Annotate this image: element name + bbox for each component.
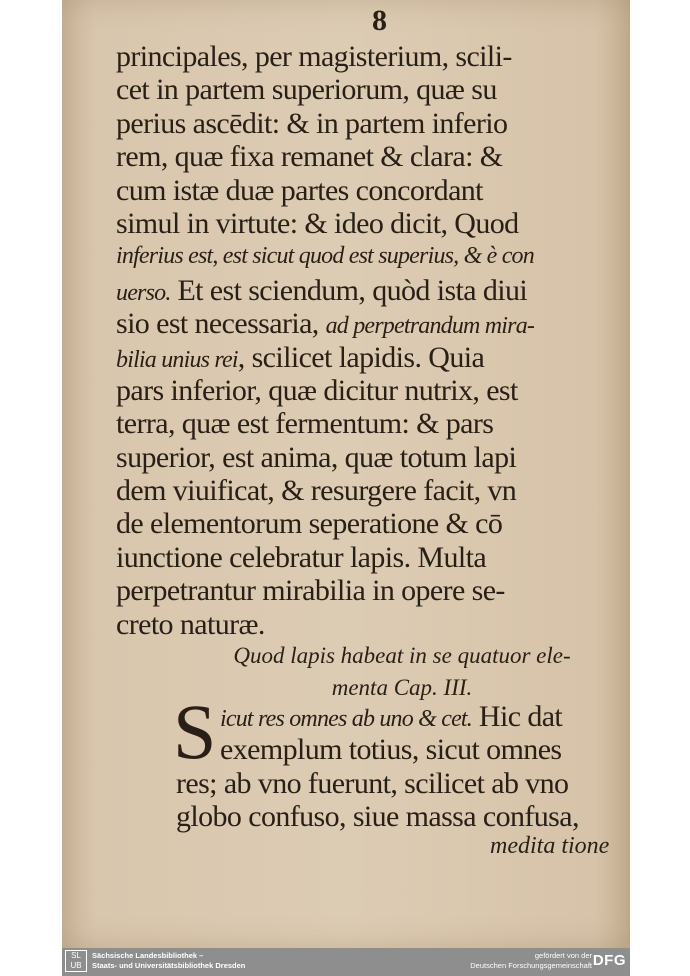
text-line: cet in partem superiorum, quæ su [116,73,497,107]
italic-span: icut res omnes ab uno & cet. [220,706,472,732]
text-line [176,700,616,733]
text-line [116,274,608,307]
text-line [116,307,608,340]
chapter-text [176,700,616,834]
text-line: cum istæ duæ partes concordant [116,173,483,207]
text-line [116,341,608,374]
slub-logo-icon: SL UB [65,950,87,972]
text-line: res; ab vno fuerunt, scilicet ab vno [176,766,569,800]
page-number: 8 [372,4,387,37]
drop-cap: S [173,688,217,775]
roman-span: Et est sciendum, quòd ista diui [170,273,528,307]
body-text [116,40,608,641]
library-line-1: Sächsische Landesbibliothek – [92,951,204,960]
roman-span: sio est necessaria, [116,307,326,341]
library-credit [92,951,245,971]
text-line: globo confuso, siue massa confusa, [176,800,579,834]
heading-line: Quod lapis habeat in se quatuor ele- [233,643,571,668]
text-line: principales, per magisterium, scili- [116,40,512,73]
funding-credit [470,951,592,971]
text-line: rem, quæ fixa remanet & clara: & [116,140,503,174]
italic-span: uerso. [116,279,171,306]
italic-span: bilia unius rei [116,346,238,373]
text-line: perius ascēdit: & in partem inferio [116,106,508,140]
funding-line-1: gefördert von der [534,951,592,960]
text-line: de elementorum seperatione & cō [116,507,503,541]
library-line-2: Staats- und Universitätsbibliothek Dresden [92,961,246,970]
funding-line-2: Deutschen Forschungsgemeinschaft [470,961,592,970]
text-line: creto naturæ. [116,607,265,641]
text-line: dem viuificat, & resurgere facit, vn [116,474,517,508]
text-line: perpetrantur mirabilia in opere se- [116,574,505,608]
text-line: exemplum totius, sicut omnes [220,733,562,767]
catchword: medita tione [490,833,610,859]
roman-span: Hic dat [472,700,563,733]
italic-span: ad perpetrandum mira- [325,313,535,340]
text-line: terra, quæ est fermentum: & pars [116,407,494,441]
heading-line: menta Cap. III. [331,675,473,700]
text-line: iunctione celebratur lapis. Multa [116,540,487,574]
text-line: inferius est, est sicut quod est superius, & è con [116,243,534,270]
chapter-heading [222,640,582,704]
text-line: superior, est anima, quæ totum lapi [116,440,517,474]
text-line: simul in virtute: & ideo dicit, Quod [116,206,519,240]
dfg-logo: DFG [592,952,626,969]
footer-bar [62,948,630,976]
text-line: pars inferior, quæ dicitur nutrix, est [116,373,518,407]
roman-span: , scilicet lapidis. Quia [237,340,485,374]
